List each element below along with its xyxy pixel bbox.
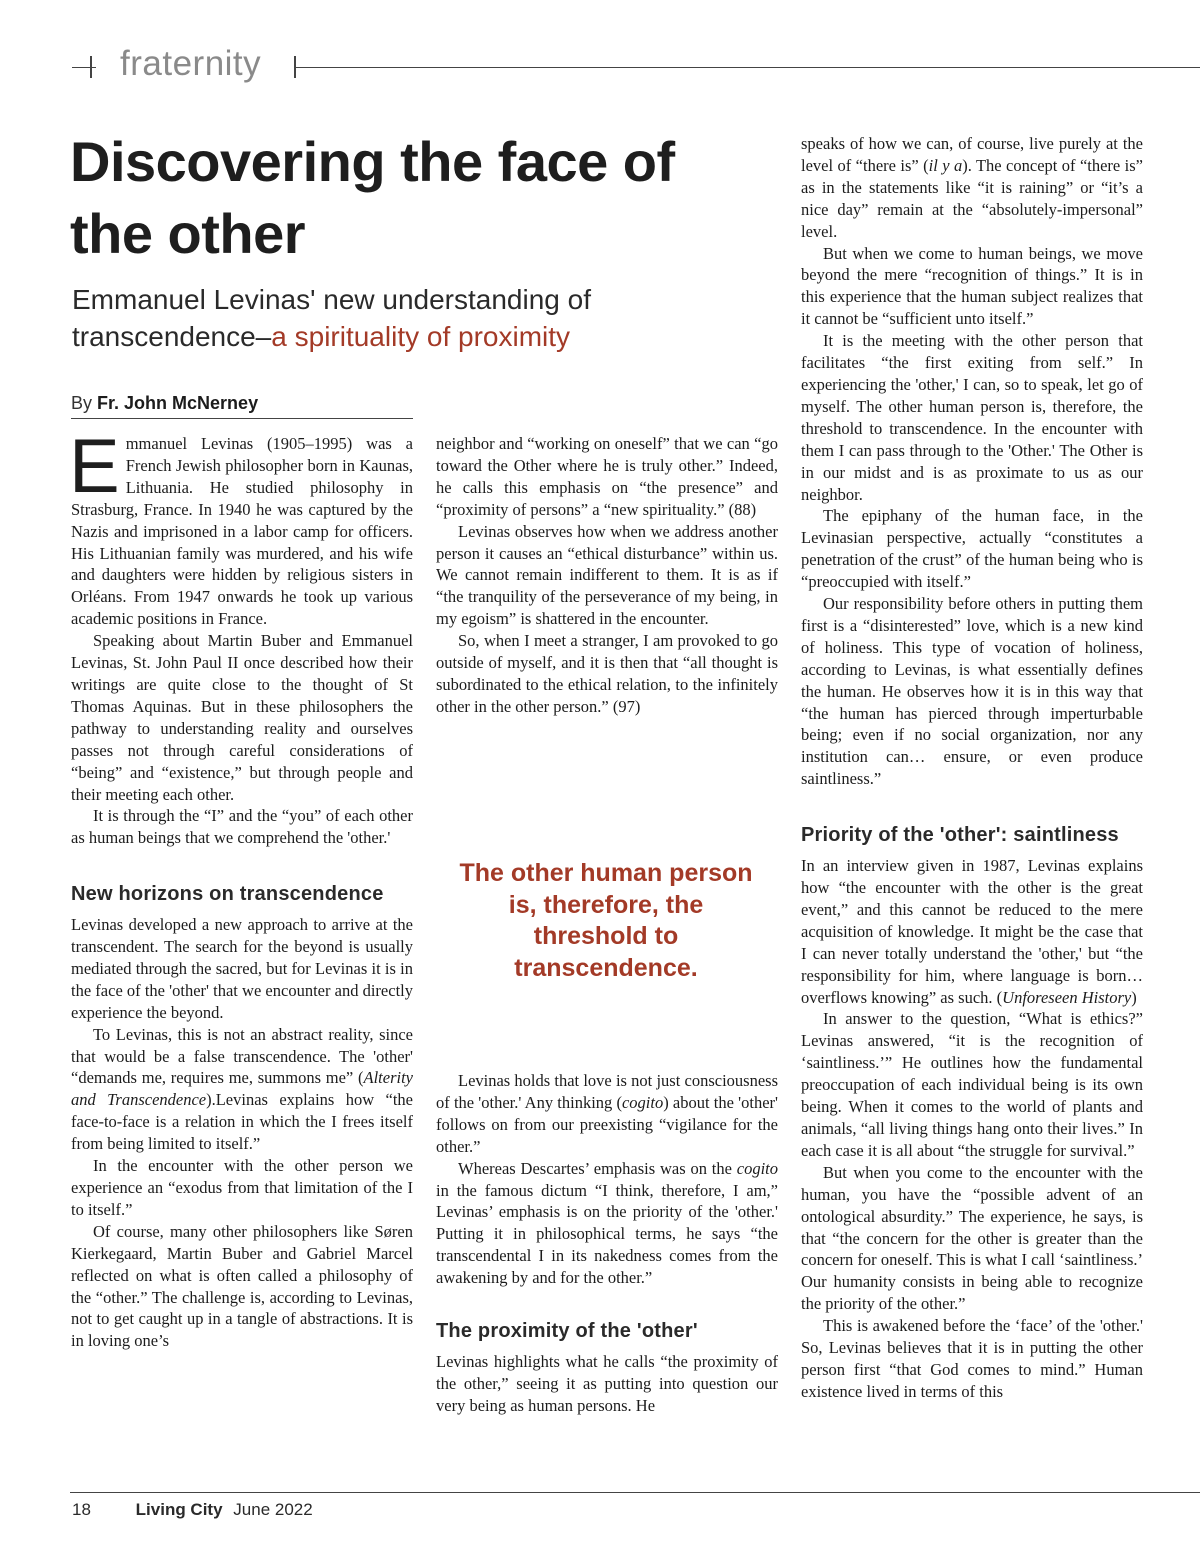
drop-cap: E	[69, 424, 120, 509]
section-header	[0, 44, 1200, 90]
paragraph: Our responsibility before others in putting them first is a “disinterested” love, which is a new kind of holiness. This type of vocation of holiness, according to Levinas, is what essentially defines the human. He observes how it is in this way that “the human has pierced through imperturbable being; even if no social organization, nor any institution can… ensure, or even produce saintliness.”	[801, 594, 1143, 789]
citation: cogito	[736, 1158, 778, 1178]
paragraph: So, when I meet a stranger, I am provoked to go outside of myself, and it is then that “all thought is subordinated to the ethical relation, to the infinitely other in the other person.” (97)	[436, 631, 778, 716]
column-3	[801, 133, 1143, 1403]
paragraph: It is through the “I” and the “you” of each other as human beings that we comprehend the 'other.'	[71, 806, 413, 848]
magazine-name: Living City	[135, 1500, 223, 1519]
article-headline: Discovering the face of the other	[70, 130, 675, 265]
byline	[71, 393, 413, 419]
footer-rule	[70, 1492, 1200, 1493]
paragraph: Of course, many other philosophers like Søren Kierkegaard, Martin Buber and Gabriel Marcel reflected on what is often called a philosophy of the “other.” The challenge is, according to Levinas, not to get caught up in a tangle of abstractions. It is in loving one’s	[71, 1221, 413, 1351]
paragraph: The epiphany of the human face, in the Levinasian perspective, actually “constitutes a penetration of the crust” of the human being who is “preoccupied with itself.”	[801, 506, 1143, 592]
paragraph: But when you come to the encounter with the human, you have the “possible advent of an ontological absurdity.” The experience, he says, is that “the concern for the other is greater than the concern for oneself. This is what I call ‘saintliness.’ Our humanity consists in being able to recognize the priority of the other.”	[801, 1162, 1143, 1314]
subheading: Priority of the 'other': saintliness	[801, 824, 1119, 847]
section-label: fraternity	[120, 44, 262, 83]
paragraph: Levinas holds that love is not just consciousness of the 'other.' Any thinking (cogito) about the 'other' follows on from our preexisting “vigilance for the other.”	[436, 1071, 778, 1156]
paragraph: neighbor and “working on oneself” that we can “go toward the Other where he is truly other.” Indeed, he calls this emphasis on “the presence” and “proximity of persons” a “new spirituality.” (88)	[436, 434, 778, 519]
subhead-main: Emmanuel Levinas' new understanding of transcendence–	[72, 284, 591, 352]
paragraph: Emmanuel Levinas (1905–1995) was a French Jewish philosopher born in Kaunas, Lithuania. He studied philosophy in Strasburg, France. In 1940 he was captured by the Nazis and imprisoned in a labor camp for officers. His Lithuanian family was murdered, and his wife and daughters were hidden by religious sisters in Orléans. From 1947 onwards he took up various academic positions in France.	[69, 424, 413, 629]
pull-quote: The other human person is, therefore, the threshold to transcendence.	[459, 859, 753, 982]
byline-prefix: By	[71, 393, 93, 413]
page-number: 18	[72, 1500, 91, 1519]
byline-author: Fr. John McNerney	[97, 393, 259, 413]
subheading: New horizons on transcendence	[71, 883, 384, 906]
paragraph: This is awakened before the ‘face’ of the 'other.' So, Levinas believes that it is in putting the other person first “that God comes to mind.” Human existence lived in terms of this	[801, 1316, 1143, 1401]
page-footer	[72, 1500, 313, 1520]
citation: cogito	[621, 1092, 664, 1112]
citation: Alterity and Transcendence	[71, 1068, 413, 1110]
citation: Unforeseen History	[1002, 987, 1132, 1007]
subheading: The proximity of the 'other'	[436, 1320, 698, 1343]
paragraph: Speaking about Martin Buber and Emmanuel Levinas, St. John Paul II once described how their writings are quite close to the thought of St Thomas Aquinas. But in these philosophers the pathway to understanding reality and ourselves passes not through careful considerations of “being” and “existence,” but through people and their meeting each other.	[71, 631, 413, 804]
paragraph: Whereas Descartes’ emphasis was on the cogito in the famous dictum “I think, therefore, I am,” Levinas’ emphasis is on the priority of the 'other.' Putting it in philosophical terms, he says “the transcendental I in its nakedness comes from the awakening by and for the other.”	[436, 1158, 778, 1288]
paragraph: To Levinas, this is not an abstract reality, since that would be a false transcendence. The 'other' “demands me, requires me, summons me” (Alterity and Transcendence).Levinas explains how “the face-to-face is a relation in which the I frees itself from being limited to itself.”	[71, 1024, 413, 1154]
paragraph: In answer to the question, “What is ethics?” Levinas answered, “it is the recognition of ‘saintliness.’” He outlines how the fundamental preoccupation of each individual being is its own being. When it comes to the world of plants and animals, “all living things hang onto their lives.” In each case it is all about “the struggle for survival.”	[801, 1009, 1143, 1160]
paragraph: In the encounter with the other person we experience an “exodus from that limitation of the I to itself.”	[71, 1156, 413, 1219]
citation: il y a	[928, 155, 963, 175]
issue-date: June 2022	[233, 1500, 313, 1519]
paragraph: It is the meeting with the other person that facilitates “the first exiting from self.” In experiencing the 'other,' I can, so to speak, let go of myself. The other human person is, therefore, the threshold to transcendence. In the encounter with them I can pass through to the 'Other.' The Other is in our midst and is as proximate to us as our neighbor.	[801, 331, 1143, 504]
paragraph: But when we come to human beings, we move beyond the mere “recognition of things.” It is in this experience that the human subject realizes that it cannot be “sufficient unto itself.”	[801, 243, 1143, 329]
paragraph: speaks of how we can, of course, live purely at the level of “there is” (il y a). The concept of “there is” as in the statements like “it is raining” or “it’s a nice day” remain at the “absolutely-impersonal” level.	[801, 134, 1144, 241]
section-tick-left	[90, 56, 92, 78]
paragraph: In an interview given in 1987, Levinas explains how “the encounter with the other is the great event,” and this cannot be reduced to the mere acquisition of knowledge. It might be the case that I can never totally understand the 'other,' but “the responsibility for him, where language is born… overflows knowing” as such. (Unforeseen History)	[801, 856, 1143, 1007]
column-2-bottom	[436, 1070, 778, 1417]
article-subhead	[72, 281, 772, 355]
column-2-top	[436, 433, 778, 765]
section-rule-left	[72, 67, 96, 68]
column-1	[69, 424, 413, 1352]
paragraph: Levinas observes how when we address another person it causes an “ethical disturbance” within us. We cannot remain indifferent to them. It is as if “the tranquility of the perseverance of my being, in my egoism” is shattered in the encounter.	[436, 521, 778, 629]
subhead-accent: a spirituality of proximity	[271, 321, 571, 352]
paragraph: Levinas highlights what he calls “the proximity of the other,” seeing it as putting into question our very being as human persons. He	[436, 1351, 778, 1415]
section-rule-right	[296, 67, 1200, 68]
paragraph: Levinas developed a new approach to arrive at the transcendent. The search for the beyond is usually mediated through the sacred, but for Levinas it is in the face of the 'other' that we encounter and directly experience the beyond.	[71, 915, 413, 1022]
